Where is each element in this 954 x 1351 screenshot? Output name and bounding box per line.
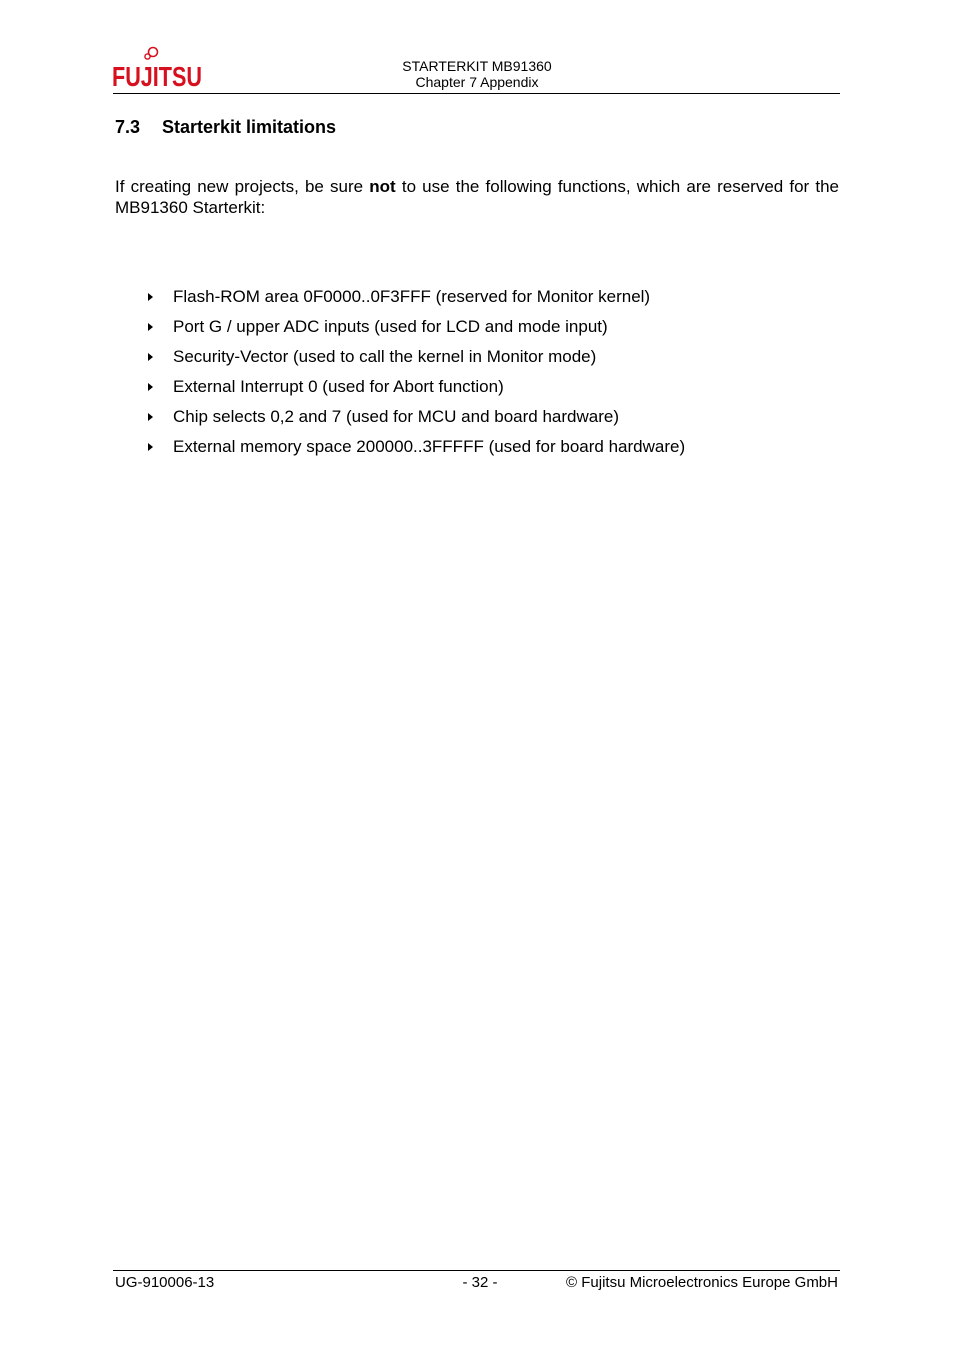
triangle-bullet-icon	[145, 411, 155, 423]
triangle-bullet-icon	[145, 321, 155, 333]
triangle-bullet-icon	[145, 291, 155, 303]
header-divider	[113, 93, 840, 94]
footer-copyright: © Fujitsu Microelectronics Europe GmbH	[566, 1274, 838, 1291]
list-item-text: External Interrupt 0 (used for Abort function)	[173, 377, 504, 396]
section-title: Starterkit limitations	[162, 117, 337, 137]
footer-page-number: - 32 -	[462, 1274, 498, 1291]
list-item-text: External memory space 200000..3FFFFF (used for board hardware)	[173, 437, 686, 456]
triangle-bullet-icon	[145, 381, 155, 393]
list-item-text: Security-Vector (used to call the kernel in Monitor mode)	[173, 347, 597, 366]
intro-emphasis: not	[369, 177, 396, 196]
triangle-bullet-icon	[145, 351, 155, 363]
header-product: STARTERKIT MB91360	[402, 58, 552, 74]
footer-divider	[113, 1270, 840, 1271]
list-item-text: Port G / upper ADC inputs (used for LCD and mode input)	[173, 317, 608, 336]
header-chapter: Chapter 7 Appendix	[415, 74, 539, 90]
footer-doc-id: UG-910006-13	[115, 1274, 215, 1291]
triangle-bullet-icon	[145, 441, 155, 453]
list-item-text: Chip selects 0,2 and 7 (used for MCU and board hardware)	[173, 407, 620, 426]
section-number: 7.3	[115, 117, 141, 137]
fujitsu-logo	[112, 44, 204, 90]
list-item-text: Flash-ROM area 0F0000..0F3FFF (reserved for Monitor kernel)	[173, 287, 651, 306]
svg-text:FUJITSU: FUJITSU	[112, 61, 202, 92]
intro-text-after: to use the following functions, which are reserved for the MB91360 Starterkit:	[115, 177, 839, 217]
intro-text-before: If creating new projects, be sure	[115, 177, 370, 196]
header-info	[300, 58, 654, 90]
intro-paragraph	[115, 176, 839, 218]
section-heading	[115, 116, 336, 138]
